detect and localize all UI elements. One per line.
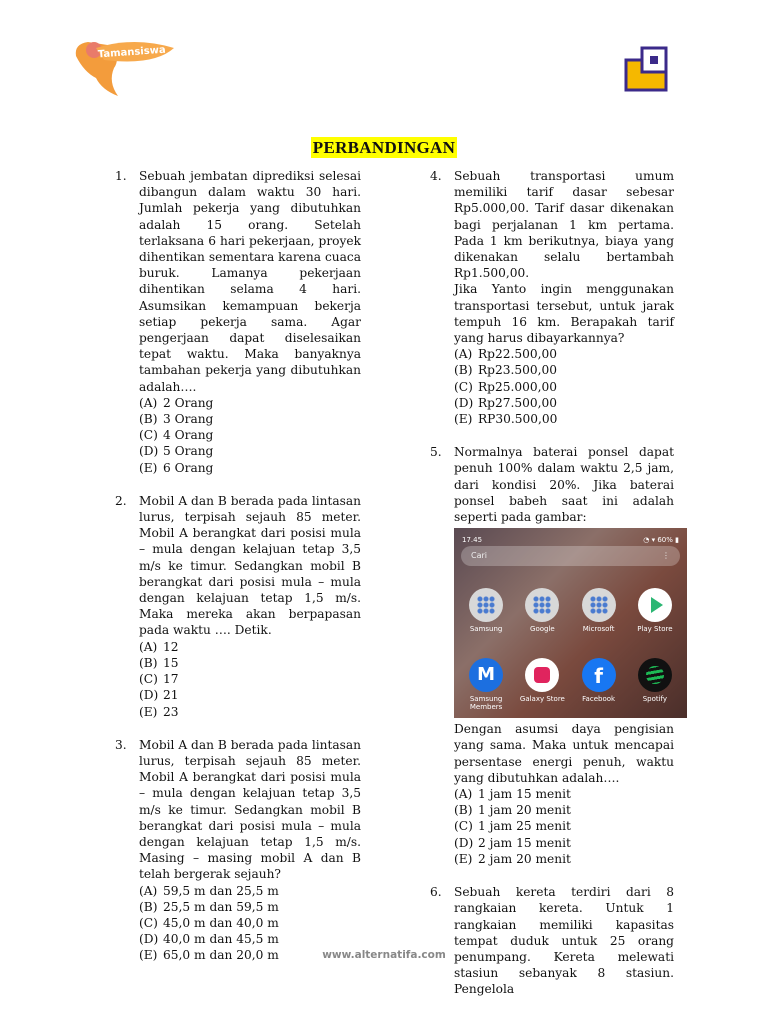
question-2 <box>115 493 361 720</box>
left-column <box>115 168 361 981</box>
option-c <box>139 427 361 443</box>
facebook-icon: f <box>582 658 616 692</box>
option-text: 2 jam 15 menit <box>478 835 571 850</box>
app-facebook <box>573 658 625 711</box>
option-text: 1 jam 20 menit <box>478 803 571 818</box>
option-label: (E) <box>454 851 473 866</box>
app-microsoft <box>573 588 625 633</box>
option-label: (A) <box>454 787 473 802</box>
option-a <box>454 786 674 802</box>
option-label: (B) <box>454 363 473 378</box>
question-1 <box>115 168 361 476</box>
option-text: 21 <box>163 688 179 703</box>
app-label: Play Store <box>637 625 673 634</box>
option-label: (B) <box>454 803 473 818</box>
option-label: (C) <box>139 915 158 930</box>
app-label: Google <box>530 625 555 634</box>
option-label: (A) <box>139 639 158 654</box>
play-store-icon <box>638 588 672 622</box>
option-label: (E) <box>139 460 158 475</box>
options-list <box>139 639 361 720</box>
more-options-icon: ⋮ <box>662 551 670 561</box>
option-d <box>454 835 674 851</box>
option-text: 15 <box>163 655 179 670</box>
option-text: 65,0 m dan 20,0 m <box>163 948 279 963</box>
app-google <box>516 588 568 633</box>
app-galaxy-store <box>516 658 568 711</box>
option-a <box>139 395 361 411</box>
question-text: Mobil A dan B berada pada lintasan lurus, terpisah sejauh 85 meter. Mobil A berangkat dari posisi mula – mula dengan kelajuan tetap 3,5 m/s ke timur. Sedangkan mobil B berangkat dari posisi mula – mula dengan kelajuan tetap 1,5 m/s. Maka mereka akan berpapasan pada waktu …. Detik. <box>139 493 361 638</box>
option-label: (E) <box>139 948 158 963</box>
option-label: (E) <box>454 412 473 427</box>
option-a <box>454 346 674 362</box>
option-label: (D) <box>139 932 159 947</box>
option-label: (D) <box>454 835 474 850</box>
app-label: Samsung <box>469 625 503 634</box>
app-samsung-members <box>460 658 512 711</box>
options-list <box>139 395 361 476</box>
option-label: (C) <box>139 672 158 687</box>
option-text: 40,0 m dan 45,5 m <box>163 932 279 947</box>
page-title <box>0 138 768 158</box>
samsung-members-icon: M <box>469 658 503 692</box>
option-b <box>139 411 361 427</box>
svg-text:Tamansiswa: Tamansiswa <box>97 44 167 61</box>
folder-icon <box>525 588 559 622</box>
question-number: 4. <box>430 169 442 183</box>
option-text: 45,0 m dan 40,0 m <box>163 915 279 930</box>
option-text: Rp25.000,00 <box>478 379 558 394</box>
question-3 <box>115 737 361 964</box>
option-label: (C) <box>454 379 473 394</box>
option-label: (D) <box>139 688 159 703</box>
option-b <box>454 802 674 818</box>
right-column <box>430 168 679 1015</box>
option-e <box>454 851 674 867</box>
options-list <box>454 786 674 867</box>
app-label: Microsoft <box>582 625 615 634</box>
option-a <box>139 883 361 899</box>
option-b <box>139 655 361 671</box>
app-spotify <box>629 658 681 711</box>
app-label: Samsung Members <box>469 695 503 712</box>
option-d <box>139 443 361 459</box>
option-text: 4 Orang <box>163 428 214 443</box>
option-label: (B) <box>139 412 158 427</box>
folder-icon <box>469 588 503 622</box>
option-text: 2 Orang <box>163 395 214 410</box>
question-number: 3. <box>115 737 127 752</box>
option-b <box>454 362 674 378</box>
option-text: 3 Orang <box>163 412 214 427</box>
option-text: Rp22.500,00 <box>478 347 558 362</box>
phone-status-bar <box>462 532 679 545</box>
option-e <box>139 460 361 476</box>
question-text-continued: Jika Yanto ingin menggunakan transportasi tersebut, untuk jarak tempuh 16 km. Berapakah tarif yang harus dibayarkannya? <box>454 282 674 346</box>
option-text: 5 Orang <box>163 444 214 459</box>
question-text: Sebuah kereta terdiri dari 8 rangkaian kereta. Untuk 1 rangkaian memiliki kapasitas tempat duduk untuk 25 orang penumpang. Kereta melewati stasiun sebanyak 8 stasiun. Pengelola <box>454 885 674 997</box>
options-list <box>454 346 674 427</box>
galaxy-store-icon <box>525 658 559 692</box>
folder-icon <box>582 588 616 622</box>
option-text: Rp23.500,00 <box>478 363 558 378</box>
question-text: Sebuah transportasi umum memiliki tarif dasar sebesar Rp5.000,00. Tarif dasar dikenakan bagi perjalanan 1 km pertama. Pada 1 km berikutnya, biaya yang dikenakan selalu bertambah Rp1.500,00. <box>454 169 674 281</box>
question-number: 6. <box>430 885 442 900</box>
question-text: Normalnya baterai ponsel dapat penuh 100% dalam waktu 2,5 jam, dari kondisi 20%. Jika baterai ponsel babeh saat ini adalah seperti pada gambar: <box>454 445 674 525</box>
option-c <box>454 818 674 834</box>
option-text: 59,5 m dan 25,5 m <box>163 883 279 898</box>
phone-time: 17.45 <box>462 536 483 545</box>
option-d <box>454 395 674 411</box>
phone-battery-status: ◔ ▾ 60% ▮ <box>643 536 679 545</box>
app-label: Spotify <box>642 695 668 704</box>
option-b <box>139 899 361 915</box>
option-c <box>139 671 361 687</box>
option-text: 2 jam 20 menit <box>478 851 571 866</box>
option-label: (B) <box>139 655 158 670</box>
option-e <box>454 411 674 427</box>
option-text: 23 <box>163 704 179 719</box>
option-d <box>139 931 361 947</box>
phone-app-row-1 <box>458 588 683 633</box>
app-label: Facebook <box>582 695 616 704</box>
tamansiswa-logo <box>74 36 178 98</box>
phone-app-row-2 <box>458 658 683 711</box>
option-label: (B) <box>139 899 158 914</box>
option-label: (E) <box>139 704 158 719</box>
option-text: 6 Orang <box>163 460 214 475</box>
app-label: Galaxy Store <box>519 695 565 704</box>
question-text-after-image: Dengan asumsi daya pengisian yang sama. Maka untuk mencapai persentase energi penuh, waktu yang dibutuhkan adalah…. <box>454 722 674 785</box>
option-c <box>139 915 361 931</box>
option-label: (C) <box>139 428 158 443</box>
app-play-store <box>629 588 681 633</box>
option-d <box>139 687 361 703</box>
option-label: (A) <box>139 883 158 898</box>
option-label: (D) <box>454 395 474 410</box>
option-c <box>454 379 674 395</box>
alternatifa-logo <box>624 46 672 92</box>
option-e <box>139 704 361 720</box>
question-number: 2. <box>115 493 127 508</box>
question-4 <box>430 168 674 427</box>
question-5 <box>430 444 679 867</box>
option-label: (A) <box>139 395 158 410</box>
option-text: Rp27.500,00 <box>478 395 558 410</box>
spotify-icon <box>638 658 672 692</box>
question-number: 1. <box>115 169 127 183</box>
option-text: RP30.500,00 <box>478 412 558 427</box>
option-a <box>139 639 361 655</box>
option-text: 1 jam 15 menit <box>478 787 571 802</box>
phone-search-bar <box>461 546 680 566</box>
option-text: 1 jam 25 menit <box>478 819 571 834</box>
phone-search-placeholder: Cari <box>471 551 487 561</box>
question-number: 5. <box>430 445 442 460</box>
option-text: 12 <box>163 639 179 654</box>
app-samsung <box>460 588 512 633</box>
question-text: Mobil A dan B berada pada lintasan lurus, terpisah sejauh 85 meter. Mobil A berangkat dari posisi mula – mula dengan kelajuan tetap 3,5 m/s ke timur. Sedangkan mobil B berangkat dari posisi mula – mula dengan kelajuan tetap 1,5 m/s. Masing – masing mobil A dan B telah bergerak sejauh? <box>139 737 361 882</box>
phone-screenshot <box>454 528 687 718</box>
question-text: Sebuah jembatan diprediksi selesai dibangun dalam waktu 30 hari. Jumlah pekerja yang dibutuhkan adalah 15 orang. Setelah terlaksana 6 hari pekerjaan, proyek dihentikan sementara karena cuaca buruk. Lamanya pekerjaan dihentikan selama 4 hari. Asumsikan kemampuan bekerja setiap pekerja sama. Agar pengerjaan dapat diselesaikan tepat waktu. Maka banyaknya tambahan pekerja yang dibutuhkan adalah…. <box>139 169 361 394</box>
option-text: 17 <box>163 672 179 687</box>
option-text: 25,5 m dan 59,5 m <box>163 899 279 914</box>
option-label: (D) <box>139 444 159 459</box>
footer-website: www.alternatifa.com <box>322 949 446 961</box>
option-label: (A) <box>454 347 473 362</box>
question-6 <box>430 884 674 997</box>
page-title-text: PERBANDINGAN <box>312 138 456 157</box>
option-label: (C) <box>454 819 473 834</box>
